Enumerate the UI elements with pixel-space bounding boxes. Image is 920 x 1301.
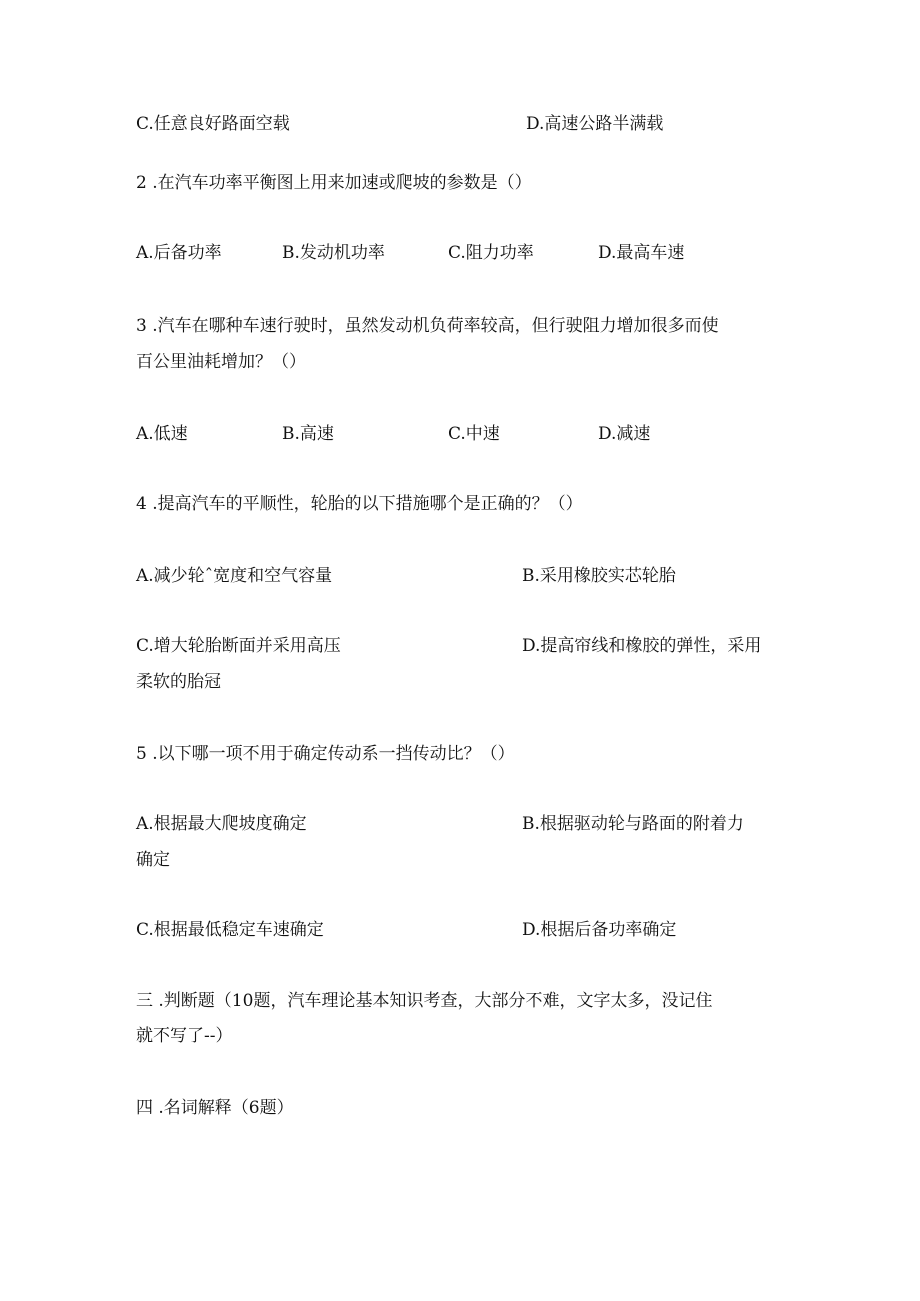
q3-option-b: B.高速 (282, 424, 334, 444)
q5-stem: 5 .以下哪一项不用于确定传动系一挡传动比？（） (136, 744, 515, 764)
q4-option-c: C.增大轮胎断面并采用高压 (136, 636, 341, 656)
q3-option-c: C.中速 (448, 424, 500, 444)
q5-option-d: D.根据后备功率确定 (522, 920, 677, 940)
q2-option-c: C.阻力功率 (448, 243, 534, 263)
q4-stem: 4 .提高汽车的平顺性，轮胎的以下措施哪个是正确的？（） (136, 494, 583, 514)
q2-stem: 2 .在汽车功率平衡图上用来加速或爬坡的参数是（） (136, 173, 532, 193)
section3-heading-line2: 就不写了--） (136, 1026, 233, 1046)
section4-heading: 四 .名词解释（6题） (136, 1098, 294, 1118)
q1-option-c: C.任意良好路面空载 (136, 114, 290, 134)
q2-option-d: D.最高车速 (598, 243, 685, 263)
q3-option-a: A.低速 (136, 424, 188, 444)
q1-option-d: D.高速公路半满载 (526, 114, 664, 134)
section3-heading-line1: 三 .判断题（10题，汽车理论基本知识考查，大部分不难，文字太多，没记住 (136, 991, 713, 1011)
q4-option-a: A.减少轮ˆ宽度和空气容量 (136, 566, 333, 586)
q4-option-d-cont: 柔软的胎冠 (136, 672, 221, 692)
q4-option-d: D.提高帘线和橡胶的弹性，采用 (522, 636, 762, 656)
q5-option-a: A.根据最大爬坡度确定 (136, 814, 307, 834)
q4-option-b: B.采用橡胶实芯轮胎 (522, 566, 676, 586)
q2-option-b: B.发动机功率 (282, 243, 385, 263)
q3-option-d: D.减速 (598, 424, 651, 444)
q3-stem-line2: 百公里油耗增加？（） (136, 352, 306, 372)
q2-option-a: A.后备功率 (136, 243, 222, 263)
q5-option-c: C.根据最低稳定车速确定 (136, 920, 324, 940)
q3-stem-line1: 3 .汽车在哪种车速行驶时，虽然发动机负荷率较高，但行驶阻力增加很多而使 (136, 316, 719, 336)
q5-option-b-cont: 确定 (136, 850, 170, 870)
q5-option-b: B.根据驱动轮与路面的附着力 (522, 814, 744, 834)
